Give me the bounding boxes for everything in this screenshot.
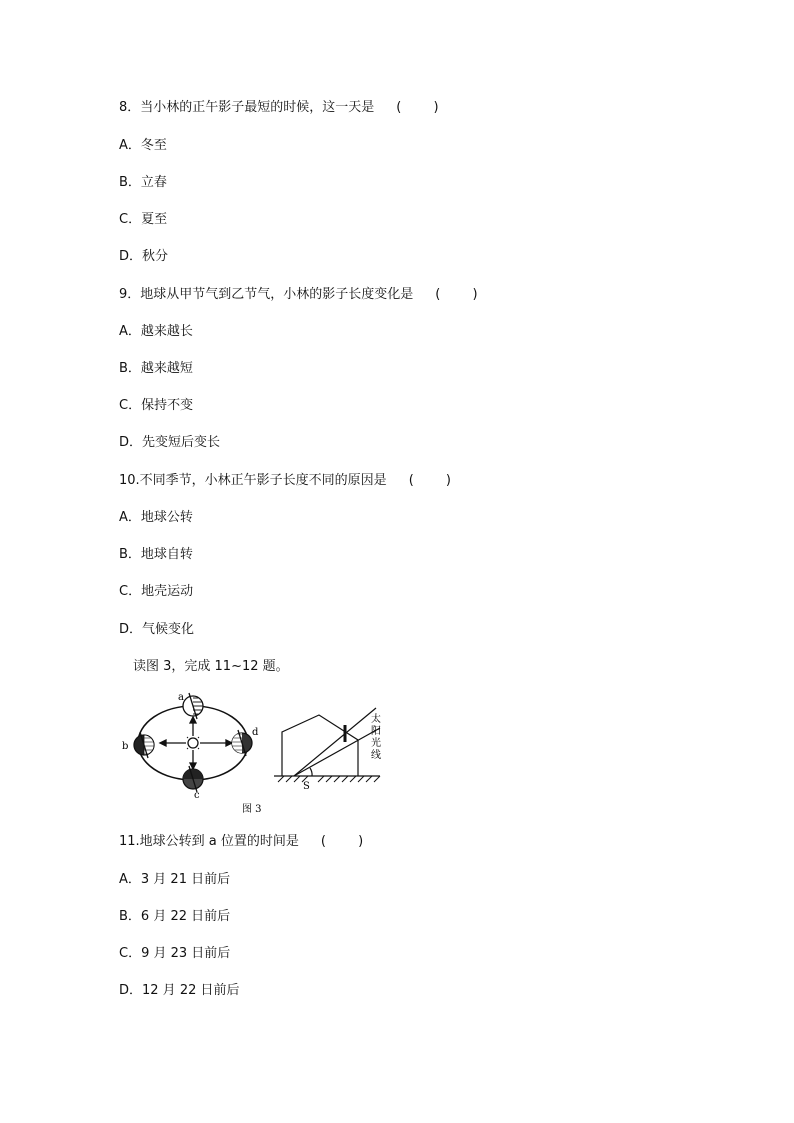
orbit-label-a: a (178, 692, 184, 703)
earth-position-d (232, 730, 252, 756)
question-9-stem: 9．地球从甲节气到乙节气，小林的影子长度变化是 ( ) (119, 287, 492, 302)
earth-position-b (134, 732, 154, 758)
option-9c: C．保持不变 (119, 398, 194, 413)
option-11d: D．12 月 22 日前后 (119, 983, 240, 998)
orbit-label-b: b (122, 741, 129, 752)
option-8c: C．夏至 (119, 212, 168, 227)
ground-hatching (278, 776, 380, 782)
sunlight-label-3: 光 (371, 738, 381, 749)
option-8b: B．立春 (119, 175, 167, 190)
earth-position-c (183, 766, 203, 792)
answer-paren: ( ) (320, 834, 378, 849)
sunlight-label-2: 阳 (371, 726, 381, 737)
option-11a: A．3 月 21 日前后 (119, 872, 231, 887)
option-8d: D．秋分 (119, 249, 169, 264)
house-diagram (274, 708, 380, 776)
sunlight-label-1: 太 (371, 714, 381, 725)
question-8-stem: 8．当小林的正午影子最短的时候，这一天是 ( ) (119, 100, 453, 115)
option-10d: D．气候变化 (119, 622, 195, 637)
option-11c: C．9 月 23 日前后 (119, 946, 231, 961)
earth-position-a (183, 693, 203, 719)
figure-instruction: 读图 3，完成 11~12 题。 (133, 659, 289, 674)
shadow-label: S (303, 781, 310, 792)
sun-icon (184, 734, 202, 752)
option-9d: D．先变短后变长 (119, 435, 221, 450)
option-10b: B．地球自转 (119, 547, 193, 562)
question-10-stem: 10.不同季节，小林正午影子长度不同的原因是 ( ) (119, 473, 465, 488)
option-11b: B．6 月 22 日前后 (119, 909, 231, 924)
orbit-label-d: d (252, 727, 259, 738)
figure-3 (118, 688, 398, 818)
question-11-stem: 11.地球公转到 a 位置的时间是 ( ) (119, 834, 378, 849)
answer-paren: ( ) (396, 100, 453, 115)
orbit-label-c: c (194, 790, 200, 801)
answer-paren: ( ) (408, 473, 465, 488)
option-10c: C．地壳运动 (119, 584, 194, 599)
option-10a: A．地球公转 (119, 510, 193, 525)
answer-paren: ( ) (435, 287, 492, 302)
option-8a: A．冬至 (119, 138, 167, 153)
option-9a: A．越来越长 (119, 324, 193, 339)
figure-caption: 图 3 (242, 804, 262, 815)
sunlight-label-4: 线 (371, 750, 381, 761)
option-9b: B．越来越短 (119, 361, 193, 376)
